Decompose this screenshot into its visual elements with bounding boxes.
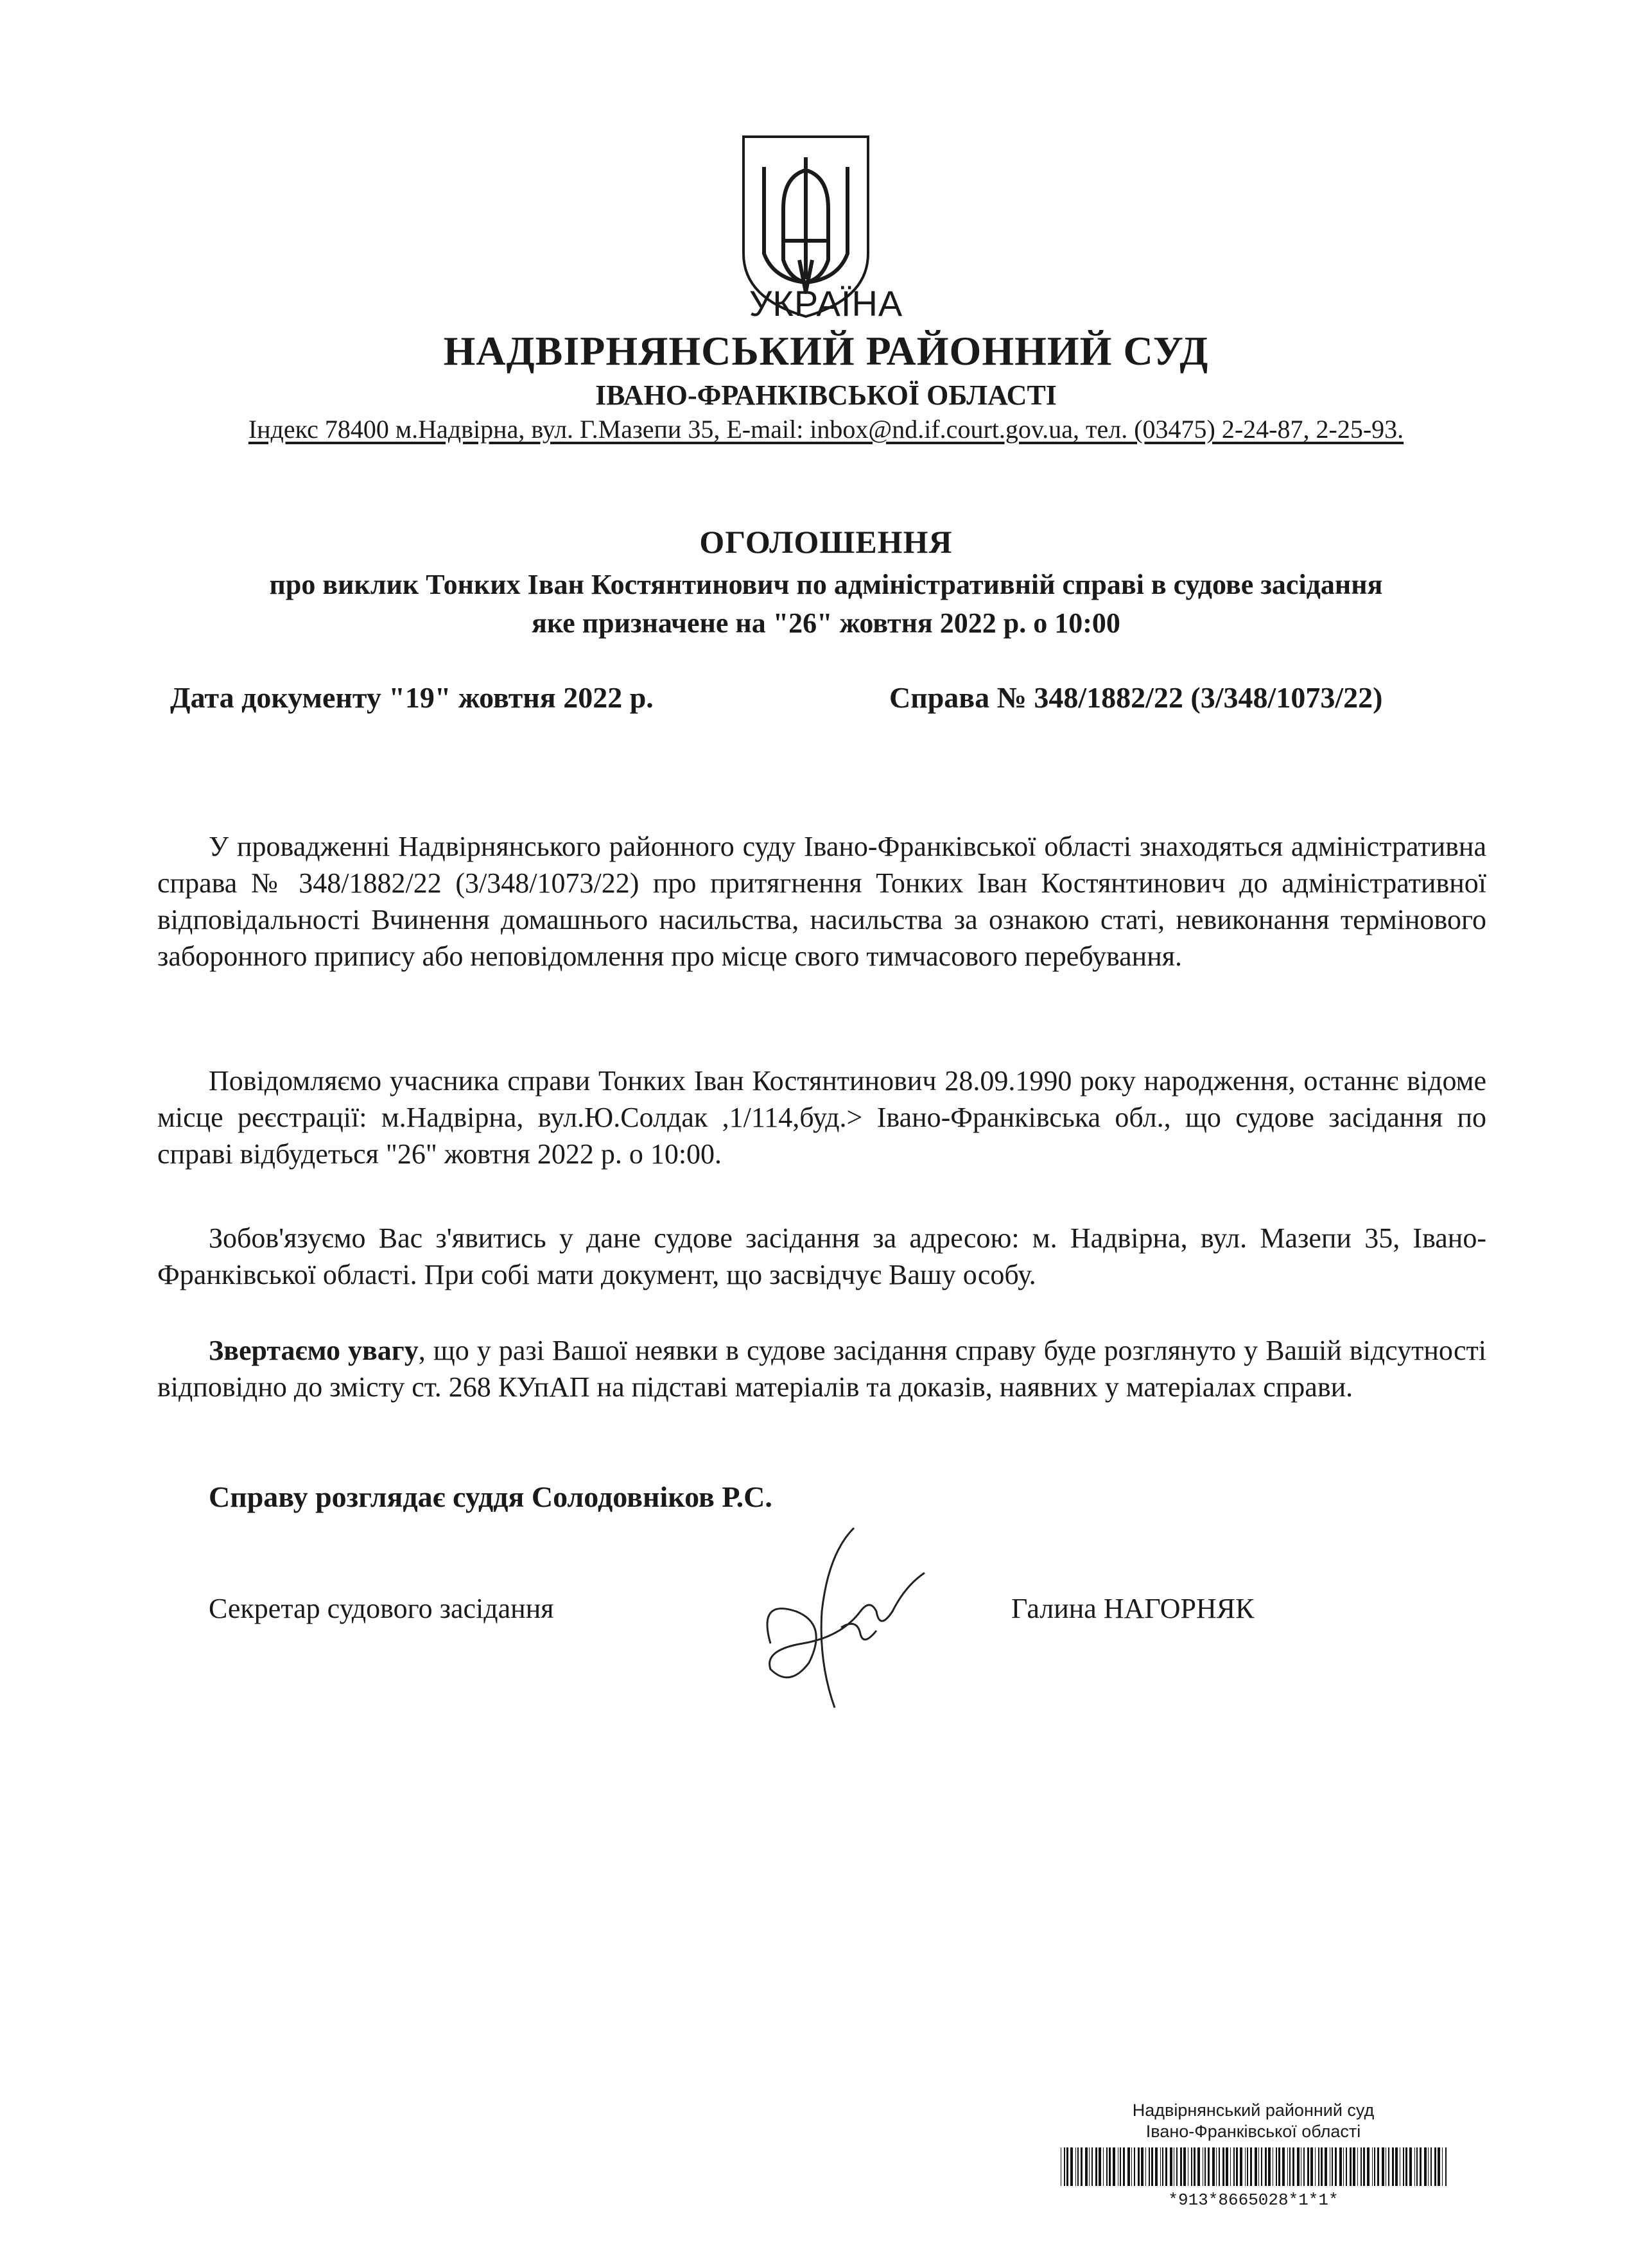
barcode-bar — [1289, 2147, 1291, 2186]
barcode-bar — [1361, 2147, 1362, 2186]
court-name: НАДВІРНЯНСЬКИЙ РАЙОННИЙ СУД — [443, 328, 1209, 374]
barcode-bar — [1145, 2147, 1146, 2186]
stamp-region: Івано-Франківської області — [1145, 2122, 1361, 2141]
barcode-bar — [1374, 2147, 1375, 2186]
barcode-bar — [1226, 2147, 1228, 2186]
body-paragraph-1 — [157, 828, 1486, 975]
country-name: УКРАЇНА — [749, 283, 903, 324]
barcode-bar — [1325, 2147, 1327, 2186]
barcode-bar — [1162, 2147, 1163, 2186]
barcode-bar — [1287, 2147, 1288, 2186]
barcode-bar — [1064, 2147, 1065, 2186]
barcode-bar — [1197, 2147, 1200, 2186]
barcode-bar — [1230, 2147, 1231, 2186]
barcode-bar — [1261, 2147, 1262, 2186]
barcode-bar — [1160, 2147, 1161, 2186]
barcode-bar — [1095, 2147, 1097, 2186]
court-contacts — [0, 414, 1652, 444]
barcode-bar — [1318, 2147, 1319, 2186]
barcode-bar — [1103, 2147, 1104, 2186]
barcode-bar — [1307, 2147, 1309, 2186]
barcode-bar — [1363, 2147, 1365, 2186]
paragraph-text: Повідомляємо учасника справи Тонких Іван Костянтинович 28.09.1990 року народження, останнє відоме місце реєстрації: м.Надвірна, вул.Ю.Солдак ,1/114,буд.> Івано-Франківська обл., що судове засідання по справі відбудеться "26" жовтня 2022 р. о 10:00. — [157, 1065, 1486, 1170]
barcode-bar — [1392, 2147, 1394, 2186]
barcode-bar — [1332, 2147, 1333, 2186]
barcode-bar — [1091, 2147, 1093, 2186]
barcode-bar — [1155, 2147, 1158, 2186]
barcode-bar — [1204, 2147, 1206, 2186]
barcode-bar — [1134, 2147, 1135, 2186]
barcode-bar — [1191, 2147, 1192, 2186]
barcode-bar — [1372, 2147, 1373, 2186]
court-region: ІВАНО-ФРАНКІВСЬКОЇ ОБЛАСТІ — [595, 379, 1057, 411]
paragraph-text — [157, 1332, 1486, 1405]
case-number: Справа № 348/1882/22 (3/348/1073/22) — [889, 681, 1383, 714]
barcode-bar — [1180, 2147, 1182, 2186]
barcode-bar — [1176, 2147, 1178, 2186]
attention-label: Звертаємо увагу — [209, 1335, 419, 1366]
barcode-bar — [1070, 2147, 1073, 2186]
barcode-bar — [1123, 2147, 1125, 2186]
barcode-bar — [1113, 2147, 1115, 2186]
barcode-bar — [1276, 2147, 1277, 2186]
barcode-bar — [1075, 2147, 1076, 2186]
barcode-bar — [1194, 2147, 1196, 2186]
barcode-bar — [1258, 2147, 1259, 2186]
barcode-bar — [1424, 2147, 1427, 2186]
barcode-bar — [1403, 2147, 1404, 2186]
stamp-court-name: Надвірнянський районний суд — [1132, 2101, 1375, 2120]
barcode-bar — [1120, 2147, 1121, 2186]
barcode-bar — [1222, 2147, 1224, 2186]
barcode-bar — [1265, 2147, 1267, 2186]
body-paragraph-2 — [157, 1062, 1486, 1172]
barcode-bar — [1099, 2147, 1101, 2186]
barcode-bar — [1377, 2147, 1379, 2186]
barcode-bar — [1278, 2147, 1280, 2186]
secretary-name: Галина НАГОРНЯК — [1011, 1593, 1255, 1624]
barcode-bar — [1089, 2147, 1090, 2186]
barcode-bar — [1414, 2147, 1415, 2186]
barcode-bar — [1445, 2147, 1447, 2186]
barcode-bar — [1233, 2147, 1235, 2186]
barcode-bar — [1141, 2147, 1143, 2186]
notice-subtitle-line1: про виклик Тонких Іван Костянтинович по адміністративній справі в судове засідання — [269, 569, 1383, 600]
barcode-bar — [1149, 2147, 1150, 2186]
barcode-bar — [1109, 2147, 1111, 2186]
barcode-bar — [1315, 2147, 1316, 2186]
notice-title: ОГОЛОШЕННЯ — [699, 524, 953, 560]
barcode-bar — [1138, 2147, 1140, 2186]
barcode-number: *913*8665028*1*1* — [1168, 2190, 1339, 2210]
barcode-bar — [1434, 2147, 1436, 2186]
barcode-bar — [1255, 2147, 1257, 2186]
body-paragraph-4 — [157, 1332, 1486, 1405]
contacts-text: Індекс 78400 м.Надвірна, вул. Г.Мазепи 35, E-mail: inbox@nd.if.court.gov.ua, тел. (03475) 2-24-87, 2-25-93. — [248, 415, 1404, 444]
barcode-bar — [1367, 2147, 1369, 2186]
barcode-bar — [1310, 2147, 1313, 2186]
document-date: Дата документу "19" жовтня 2022 р. — [170, 681, 654, 714]
barcode-bar — [1382, 2147, 1384, 2186]
barcode-bar — [1297, 2147, 1300, 2186]
barcode-bar — [1236, 2147, 1238, 2186]
attention-text: , що у разі Вашої неявки в судове засідання справу буде розглянуто у Вашій відсутності відповідно до змісту ст. 268 КУпАП на підставі матеріалів та доказів, наявних у матеріалах справи. — [157, 1335, 1486, 1403]
barcode-bar — [1208, 2147, 1210, 2186]
notice-subtitle-line2: яке призначене на "26" жовтня 2022 р. о 10:00 — [532, 607, 1120, 639]
barcode-bar — [1106, 2147, 1108, 2186]
barcode-bar — [1245, 2147, 1246, 2186]
barcode-bar — [1350, 2147, 1352, 2186]
barcode-bar — [1131, 2147, 1132, 2186]
barcode-icon — [1059, 2147, 1451, 2186]
barcode-bar — [1085, 2147, 1088, 2186]
barcode-bar — [1216, 2147, 1217, 2186]
barcode-bar — [1428, 2147, 1429, 2186]
barcode-bar — [1303, 2147, 1305, 2186]
signature-icon — [732, 1515, 937, 1721]
barcode-bar — [1066, 2147, 1068, 2186]
barcode-bar — [1430, 2147, 1432, 2186]
secretary-label: Секретар судового засідання — [209, 1593, 554, 1624]
barcode-bar — [1343, 2147, 1344, 2186]
barcode-bar — [1353, 2147, 1355, 2186]
barcode-bar — [1081, 2147, 1082, 2186]
barcode-bar — [1346, 2147, 1347, 2186]
body-paragraph-3 — [157, 1220, 1486, 1293]
barcode-bar — [1127, 2147, 1130, 2186]
barcode-bar — [1321, 2147, 1323, 2186]
barcode-bar — [1438, 2147, 1440, 2186]
barcode-bar — [1357, 2147, 1358, 2186]
judge-line: Справу розглядає суддя Солодовніков Р.С. — [209, 1480, 772, 1513]
barcode-bar — [1240, 2147, 1242, 2186]
paragraph-text: Зобов'язуємо Вас з'явитись у дане судове засідання за адресою: м. Надвірна, вул. Мазепи 35, Івано-Франківської області. При собі мати документ, що засвідчує Вашу особу. — [157, 1222, 1486, 1290]
barcode-bar — [1151, 2147, 1153, 2186]
barcode-bar — [1409, 2147, 1412, 2186]
barcode-bar — [1335, 2147, 1337, 2186]
barcode-bar — [1442, 2147, 1443, 2186]
barcode-bar — [1395, 2147, 1398, 2186]
barcode-bar — [1170, 2147, 1172, 2186]
barcode-bar — [1420, 2147, 1422, 2186]
barcode-bar — [1292, 2147, 1294, 2186]
barcode-bar — [1250, 2147, 1252, 2186]
barcode-bar — [1416, 2147, 1418, 2186]
barcode-bar — [1219, 2147, 1220, 2186]
barcode-bar — [1183, 2147, 1186, 2186]
barcode-bar — [1282, 2147, 1285, 2186]
barcode-bar — [1388, 2147, 1389, 2186]
barcode-bar — [1247, 2147, 1248, 2186]
barcode-bar — [1405, 2147, 1407, 2186]
barcode-bar — [1212, 2147, 1215, 2186]
barcode-bar — [1268, 2147, 1271, 2186]
barcode-bar — [1165, 2147, 1167, 2186]
paragraph-text: У провадженні Надвірнянського районного суду Івано-Франківської області знаходяться адміністративна справа № 348/1882/22 (3/348/1073/22) про притягнення Тонких Іван Костянтинович до адміністративної відповідальності Вчинення домашнього насильства, насильства за ознакою статі, невиконання термінового заборонного припису або неповідомлення про місце свого тимчасового перебування. — [157, 831, 1486, 972]
barcode-bar — [1077, 2147, 1079, 2186]
barcode-bar — [1339, 2147, 1342, 2186]
